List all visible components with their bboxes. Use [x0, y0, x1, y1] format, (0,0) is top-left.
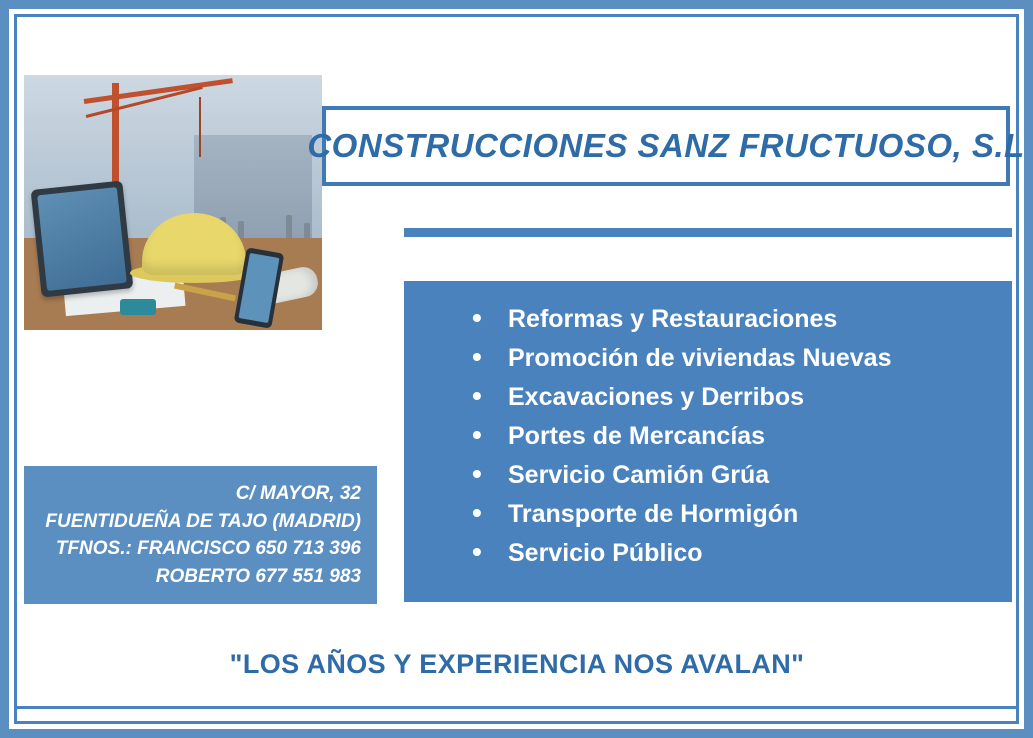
phone-screen-shape — [238, 253, 279, 323]
service-item: • Reformas y Restauraciones — [466, 307, 1012, 332]
service-item: • Servicio Camión Grúa — [466, 463, 1012, 488]
bottom-rule — [17, 706, 1016, 709]
service-item: • Transporte de Hormigón — [466, 502, 1012, 527]
tablet-screen-shape — [37, 187, 127, 291]
contact-panel — [24, 466, 377, 604]
contact-city: FUENTIDUEÑA DE TAJO (MADRID) — [45, 510, 361, 532]
slogan-area — [24, 628, 1010, 700]
contact-phone-francisco: TFNOS.: FRANCISCO 650 713 396 — [55, 538, 361, 560]
divider-bar — [404, 228, 1012, 237]
services-list — [404, 307, 1012, 566]
eraser-shape — [120, 299, 156, 315]
construction-photo — [24, 75, 322, 330]
contact-phone-roberto: ROBERTO 677 551 983 — [155, 565, 361, 587]
company-title-box — [307, 106, 1025, 186]
contact-street: C/ MAYOR, 32 — [235, 483, 361, 504]
slogan-text: "LOS AÑOS Y EXPERIENCIA NOS AVALAN" — [229, 648, 805, 679]
service-item: • Promoción de viviendas Nuevas — [466, 346, 1012, 371]
crane-cable-shape — [199, 97, 201, 157]
service-item: • Portes de Mercancías — [466, 424, 1012, 449]
company-name: CONSTRUCCIONES SANZ FRUCTUOSO, S.L — [307, 127, 1025, 164]
services-panel — [404, 281, 1012, 602]
service-item: • Servicio Público — [466, 541, 1012, 566]
tablet-device-shape — [31, 180, 134, 297]
service-item: • Excavaciones y Derribos — [466, 385, 1012, 410]
